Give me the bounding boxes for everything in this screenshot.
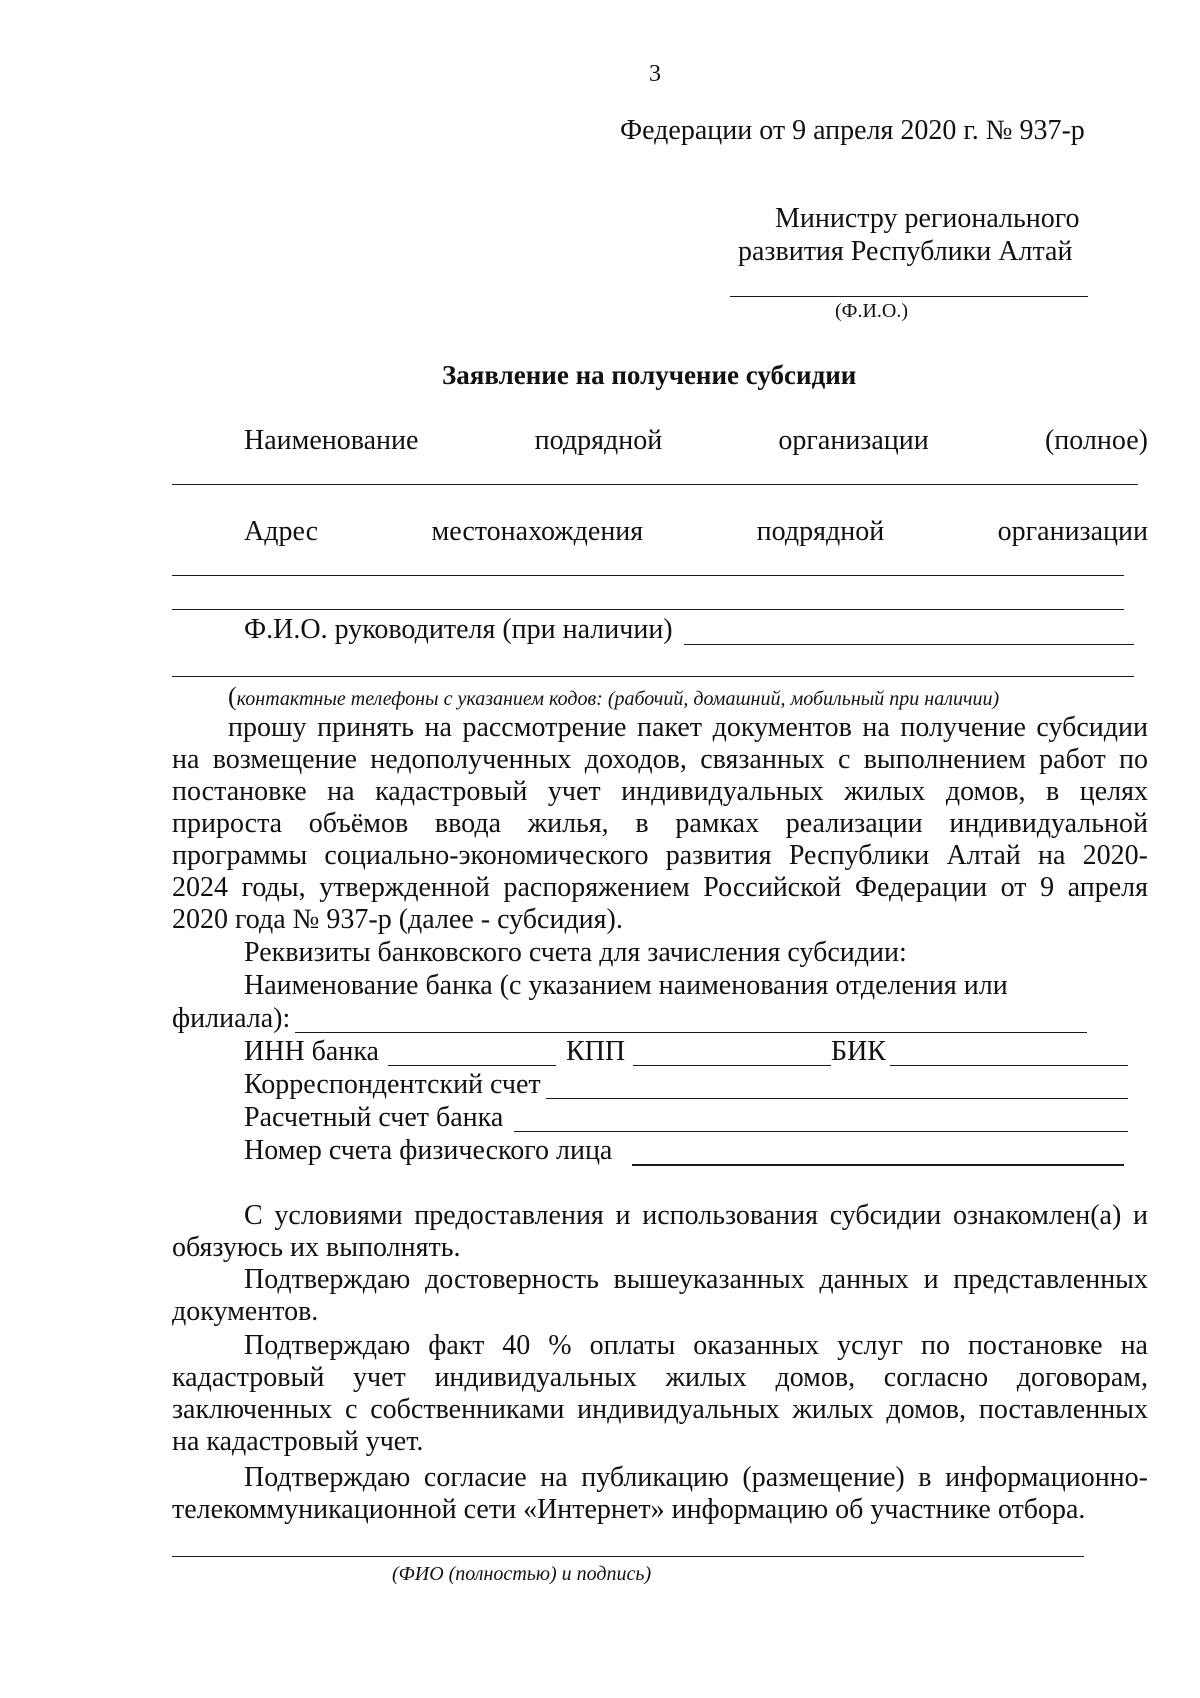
bank-name-input-line[interactable]	[295, 1032, 1087, 1033]
document-title: Заявление на получение субсидии	[442, 360, 857, 390]
org-address-input-line-1[interactable]	[172, 575, 1124, 576]
org-name-word-2: подрядной	[534, 425, 663, 456]
confirm-3-line-2: кадастровый учет индивидуальных жилых домов, согласно договорам,	[172, 1362, 1148, 1393]
confirm-1-line-1: С условиями предоставления и использования субсидии ознакомлен(а) и	[244, 1200, 1148, 1231]
bik-label: БИК	[831, 1036, 886, 1067]
inn-label: ИНН банка	[244, 1036, 379, 1067]
inn-input-line[interactable]	[388, 1065, 556, 1066]
org-name-word-3: организации	[778, 425, 929, 456]
request-line-1: прошу принять на рассмотрение пакет документов на получение субсидии	[228, 712, 1148, 743]
head-fio-input-line[interactable]	[684, 644, 1134, 645]
org-address-word-1: Адрес	[244, 516, 319, 547]
org-name-word-4: (полное)	[1044, 425, 1148, 456]
request-line-6: 2024 годы, утвержденной распоряжением Российской Федерации от 9 апреля	[172, 872, 1148, 903]
bank-name-label-1: Наименование банка (с указанием наименования отделения или	[244, 970, 1008, 1001]
header-line: Федерации от 9 апреля 2020 г. № 937-р	[620, 115, 1085, 146]
bik-input-line[interactable]	[890, 1065, 1128, 1066]
confirm-4-line-2: телекоммуникационной сети «Интернет» информацию об участнике отбора.	[172, 1494, 1086, 1525]
phones-caption	[228, 682, 999, 712]
signature-input-line[interactable]	[172, 1556, 1084, 1557]
confirm-2-line-1: Подтверждаю достоверность вышеуказанных данных и представленных	[244, 1264, 1148, 1295]
confirm-4-line-1: Подтверждаю согласие на публикацию (размещение) в информационно-	[244, 1462, 1148, 1493]
org-address-word-4: организации	[997, 516, 1148, 547]
confirm-1-line-2: обязуюсь их выполнять.	[172, 1232, 461, 1263]
head-fio-label: Ф.И.О. руководителя (при наличии)	[244, 614, 673, 645]
request-line-2: на возмещение недополученных доходов, связанных с выполнением работ по	[172, 744, 1148, 775]
addressee-line-1: Министру регионального	[775, 203, 1080, 234]
org-address-word-2: местонахождения	[431, 516, 644, 547]
kpp-label: КПП	[566, 1036, 626, 1067]
kpp-input-line[interactable]	[633, 1065, 831, 1066]
org-name-word-1: Наименование	[244, 425, 419, 456]
org-address-input-line-2[interactable]	[172, 609, 1124, 610]
confirm-2-line-2: документов.	[172, 1296, 319, 1327]
addressee-line-2: развития Республики Алтай	[738, 236, 1073, 267]
corr-account-label: Корреспондентский счет	[244, 1069, 541, 1100]
org-name-label	[244, 425, 1148, 457]
request-line-7: 2020 года № 937-р (далее - субсидия).	[172, 904, 623, 935]
signature-caption: (ФИО (полностью) и подпись)	[392, 1563, 652, 1585]
addressee-fio-line[interactable]	[730, 296, 1088, 297]
request-line-5: программы социально-экономического развития Республики Алтай на 2020-	[172, 840, 1148, 871]
org-name-input-line[interactable]	[172, 484, 1138, 485]
org-address-label	[244, 516, 1148, 548]
settlement-account-input-line[interactable]	[514, 1131, 1128, 1132]
settlement-account-label: Расчетный счет банка	[244, 1102, 504, 1133]
org-address-word-3: подрядной	[756, 516, 885, 547]
confirm-3-line-3: заключенных с собственниками индивидуальных жилых домов, поставленных	[172, 1394, 1148, 1425]
confirm-3-line-1: Подтверждаю факт 40 % оплаты оказанных услуг по постановке на	[244, 1330, 1148, 1361]
phones-caption-paren: (	[228, 682, 237, 711]
bank-heading: Реквизиты банковского счета для зачисления субсидии:	[244, 937, 907, 968]
addressee-fio-caption: (Ф.И.О.)	[835, 300, 909, 322]
request-line-3: постановке на кадастровый учет индивидуальных жилых домов, в целях	[172, 776, 1148, 807]
phones-caption-text: контактные телефоны с указанием кодов: (рабочий, домашний, мобильный при наличии)	[236, 688, 1000, 710]
personal-account-input-line[interactable]	[632, 1164, 1124, 1166]
corr-account-input-line[interactable]	[546, 1098, 1128, 1099]
request-line-4: прироста объёмов ввода жилья, в рамках реализации индивидуальной	[172, 808, 1148, 839]
phones-input-line[interactable]	[172, 676, 1134, 677]
bank-name-label-2: филиала):	[172, 1003, 291, 1034]
page-number: 3	[649, 61, 661, 87]
confirm-3-line-4: на кадастровый учет.	[172, 1426, 424, 1457]
personal-account-label: Номер счета физического лица	[244, 1135, 613, 1166]
